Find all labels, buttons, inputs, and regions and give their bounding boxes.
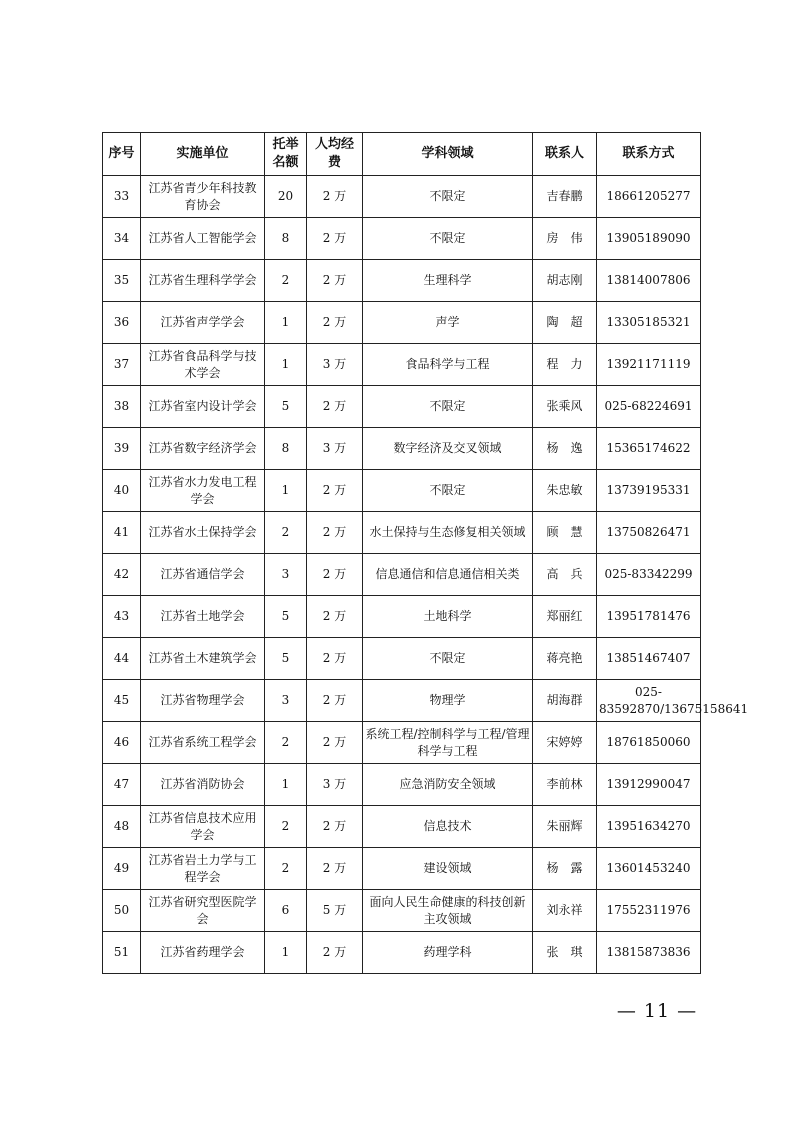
- table-row: [103, 680, 701, 722]
- cell-funding: 3 万: [307, 344, 363, 386]
- cell-phone: 18661205277: [597, 176, 701, 218]
- cell-unit: 江苏省研究型医院学会: [141, 890, 265, 932]
- cell-contact: 胡海群: [533, 680, 597, 722]
- cell-index: 49: [103, 848, 141, 890]
- cell-field: 信息通信和信息通信相关类: [363, 554, 533, 596]
- cell-funding: 2 万: [307, 680, 363, 722]
- cell-field: 生理科学: [363, 260, 533, 302]
- cell-unit: 江苏省声学学会: [141, 302, 265, 344]
- cell-quota: 2: [265, 806, 307, 848]
- cell-quota: 2: [265, 722, 307, 764]
- units-table: [102, 132, 749, 974]
- table-body: [103, 176, 749, 974]
- cell-index: 34: [103, 218, 141, 260]
- cell-field: 食品科学与工程: [363, 344, 533, 386]
- cell-quota: 2: [265, 848, 307, 890]
- cell-phone: 13951781476: [597, 596, 701, 638]
- cell-field: 声学: [363, 302, 533, 344]
- header-unit: 实施单位: [141, 133, 265, 176]
- cell-quota: 1: [265, 302, 307, 344]
- cell-funding: 2 万: [307, 722, 363, 764]
- cell-contact: 陶 超: [533, 302, 597, 344]
- cell-field: 物理学: [363, 680, 533, 722]
- header-field: 学科领域: [363, 133, 533, 176]
- cell-funding: 2 万: [307, 176, 363, 218]
- cell-phone: 17552311976: [597, 890, 701, 932]
- table-row: [103, 890, 701, 932]
- table-row: [103, 218, 701, 260]
- cell-contact: 高 兵: [533, 554, 597, 596]
- cell-unit: 江苏省物理学会: [141, 680, 265, 722]
- cell-field: 不限定: [363, 470, 533, 512]
- cell-quota: 20: [265, 176, 307, 218]
- table-row: [103, 386, 701, 428]
- cell-funding: 2 万: [307, 596, 363, 638]
- cell-phone: 13905189090: [597, 218, 701, 260]
- cell-field: 不限定: [363, 386, 533, 428]
- cell-field: 不限定: [363, 638, 533, 680]
- header-quota: 托举名额: [265, 133, 307, 176]
- cell-field: 数字经济及交叉领域: [363, 428, 533, 470]
- cell-unit: 江苏省食品科学与技术学会: [141, 344, 265, 386]
- cell-contact: 吉春鹏: [533, 176, 597, 218]
- cell-phone: 13851467407: [597, 638, 701, 680]
- table-row: [103, 302, 701, 344]
- cell-quota: 5: [265, 386, 307, 428]
- cell-funding: 2 万: [307, 260, 363, 302]
- cell-index: 45: [103, 680, 141, 722]
- cell-index: 48: [103, 806, 141, 848]
- cell-unit: 江苏省土地学会: [141, 596, 265, 638]
- cell-field: 应急消防安全领域: [363, 764, 533, 806]
- cell-index: 51: [103, 932, 141, 974]
- cell-contact: 李前林: [533, 764, 597, 806]
- cell-funding: 2 万: [307, 848, 363, 890]
- cell-funding: 2 万: [307, 932, 363, 974]
- cell-index: 40: [103, 470, 141, 512]
- cell-index: 44: [103, 638, 141, 680]
- table-row: [103, 428, 701, 470]
- cell-funding: 2 万: [307, 470, 363, 512]
- cell-contact: 刘永祥: [533, 890, 597, 932]
- cell-funding: 2 万: [307, 218, 363, 260]
- cell-quota: 5: [265, 638, 307, 680]
- cell-quota: 1: [265, 932, 307, 974]
- table-row: [103, 470, 701, 512]
- cell-contact: 房 伟: [533, 218, 597, 260]
- cell-phone: 13739195331: [597, 470, 701, 512]
- cell-phone: 13815873836: [597, 932, 701, 974]
- cell-phone: 13601453240: [597, 848, 701, 890]
- cell-field: 系统工程/控制科学与工程/管理科学与工程: [363, 722, 533, 764]
- cell-contact: 蒋亮艳: [533, 638, 597, 680]
- cell-unit: 江苏省药理学会: [141, 932, 265, 974]
- cell-quota: 1: [265, 764, 307, 806]
- cell-field: 土地科学: [363, 596, 533, 638]
- cell-field: 不限定: [363, 176, 533, 218]
- cell-funding: 2 万: [307, 554, 363, 596]
- cell-contact: 杨 露: [533, 848, 597, 890]
- cell-index: 35: [103, 260, 141, 302]
- cell-index: 38: [103, 386, 141, 428]
- cell-quota: 8: [265, 218, 307, 260]
- cell-quota: 6: [265, 890, 307, 932]
- cell-contact: 朱丽辉: [533, 806, 597, 848]
- table-header-row: [103, 133, 701, 176]
- header-phone: 联系方式: [597, 133, 701, 176]
- cell-funding: 5 万: [307, 890, 363, 932]
- cell-index: 47: [103, 764, 141, 806]
- cell-unit: 江苏省生理科学学会: [141, 260, 265, 302]
- cell-unit: 江苏省数字经济学会: [141, 428, 265, 470]
- cell-funding: 2 万: [307, 806, 363, 848]
- cell-contact: 胡志刚: [533, 260, 597, 302]
- cell-phone: 025-83592870/13675158641: [597, 680, 701, 722]
- cell-unit: 江苏省通信学会: [141, 554, 265, 596]
- cell-quota: 1: [265, 470, 307, 512]
- cell-unit: 江苏省室内设计学会: [141, 386, 265, 428]
- cell-index: 37: [103, 344, 141, 386]
- cell-index: 39: [103, 428, 141, 470]
- cell-index: 46: [103, 722, 141, 764]
- table-row: [103, 176, 701, 218]
- cell-contact: 杨 逸: [533, 428, 597, 470]
- header-funding: 人均经费: [307, 133, 363, 176]
- cell-field: 不限定: [363, 218, 533, 260]
- table-row: [103, 806, 701, 848]
- cell-unit: 江苏省信息技术应用学会: [141, 806, 265, 848]
- cell-contact: 宋婷婷: [533, 722, 597, 764]
- cell-unit: 江苏省水力发电工程学会: [141, 470, 265, 512]
- cell-index: 33: [103, 176, 141, 218]
- cell-field: 面向人民生命健康的科技创新主攻领域: [363, 890, 533, 932]
- cell-contact: 顾 慧: [533, 512, 597, 554]
- cell-contact: 朱忠敏: [533, 470, 597, 512]
- cell-unit: 江苏省系统工程学会: [141, 722, 265, 764]
- cell-index: 43: [103, 596, 141, 638]
- cell-phone: 13912990047: [597, 764, 701, 806]
- cell-quota: 3: [265, 554, 307, 596]
- cell-index: 42: [103, 554, 141, 596]
- cell-phone: 13951634270: [597, 806, 701, 848]
- table-row: [103, 554, 701, 596]
- cell-quota: 1: [265, 344, 307, 386]
- cell-phone: 13750826471: [597, 512, 701, 554]
- table-row: [103, 932, 701, 974]
- cell-funding: 2 万: [307, 302, 363, 344]
- cell-unit: 江苏省岩土力学与工程学会: [141, 848, 265, 890]
- cell-phone: 13921171119: [597, 344, 701, 386]
- cell-phone: 025-83342299: [597, 554, 701, 596]
- cell-quota: 2: [265, 260, 307, 302]
- page-number: — 11 —: [616, 1000, 698, 1022]
- cell-unit: 江苏省土木建筑学会: [141, 638, 265, 680]
- table-row: [103, 596, 701, 638]
- cell-field: 药理学科: [363, 932, 533, 974]
- cell-funding: 3 万: [307, 764, 363, 806]
- cell-funding: 2 万: [307, 638, 363, 680]
- table-row: [103, 722, 701, 764]
- cell-unit: 江苏省消防协会: [141, 764, 265, 806]
- cell-contact: 张 琪: [533, 932, 597, 974]
- cell-field: 水土保持与生态修复相关领域: [363, 512, 533, 554]
- header-contact: 联系人: [533, 133, 597, 176]
- cell-field: 信息技术: [363, 806, 533, 848]
- cell-contact: 张乘风: [533, 386, 597, 428]
- table-row: [103, 638, 701, 680]
- cell-unit: 江苏省人工智能学会: [141, 218, 265, 260]
- cell-funding: 3 万: [307, 428, 363, 470]
- table-row: [103, 848, 701, 890]
- cell-field: 建设领域: [363, 848, 533, 890]
- table-row: [103, 344, 701, 386]
- cell-unit: 江苏省水土保持学会: [141, 512, 265, 554]
- cell-index: 50: [103, 890, 141, 932]
- table-row: [103, 512, 701, 554]
- cell-index: 41: [103, 512, 141, 554]
- cell-quota: 8: [265, 428, 307, 470]
- cell-phone: 13814007806: [597, 260, 701, 302]
- cell-quota: 3: [265, 680, 307, 722]
- cell-funding: 2 万: [307, 512, 363, 554]
- cell-funding: 2 万: [307, 386, 363, 428]
- cell-contact: 郑丽红: [533, 596, 597, 638]
- cell-phone: 15365174622: [597, 428, 701, 470]
- cell-unit: 江苏省青少年科技教育协会: [141, 176, 265, 218]
- header-index: 序号: [103, 133, 141, 176]
- cell-quota: 5: [265, 596, 307, 638]
- cell-phone: 18761850060: [597, 722, 701, 764]
- table-row: [103, 260, 701, 302]
- cell-phone: 13305185321: [597, 302, 701, 344]
- table-row: [103, 764, 701, 806]
- cell-contact: 程 力: [533, 344, 597, 386]
- cell-index: 36: [103, 302, 141, 344]
- cell-phone: 025-68224691: [597, 386, 701, 428]
- cell-quota: 2: [265, 512, 307, 554]
